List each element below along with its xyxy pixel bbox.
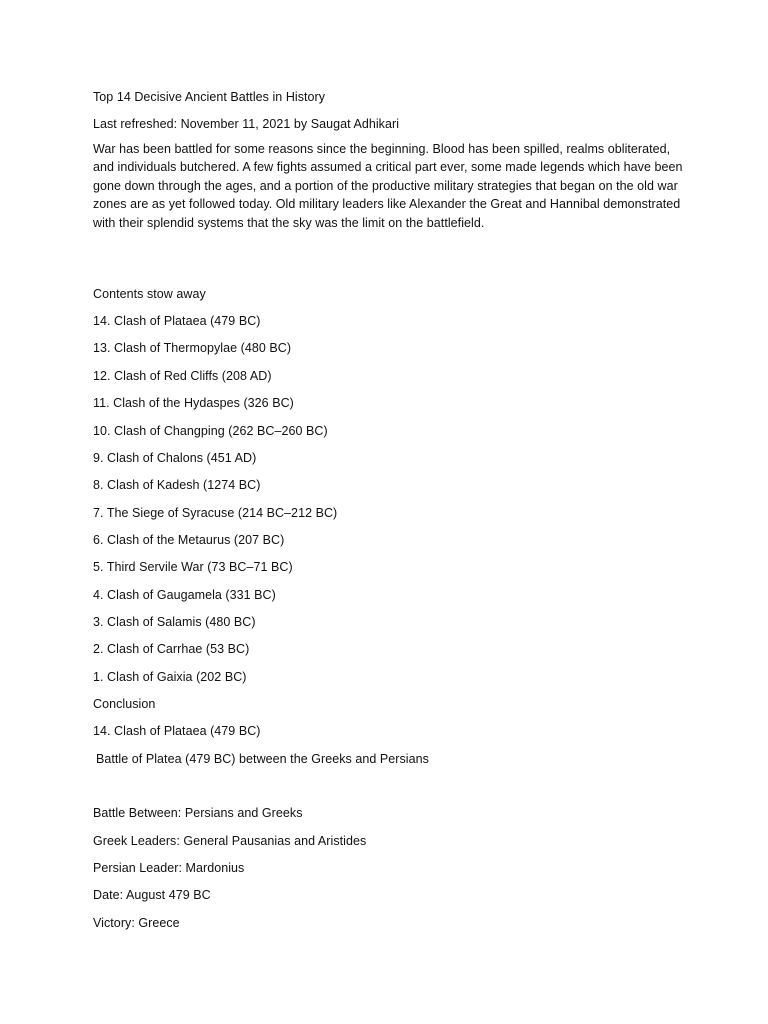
contents-item: 1. Clash of Gaixia (202 BC) [93, 670, 247, 684]
contents-item: 11. Clash of the Hydaspes (326 BC) [93, 396, 294, 410]
fact-line: Victory: Greece [93, 916, 180, 930]
intro-paragraph: War has been battled for some reasons since the beginning. Blood has been spilled, realms obliterated, and individuals butchered. A few fights assumed a critical part ever, some made legends which have been gone down through the ages, and a portion of the productive military strategies that began on the old war zones are as yet followed today. Old military leaders like Alexander the Great and Hannibal demonstrated with their splendid systems that the sky was the limit on the battlefield. [93, 142, 683, 230]
contents-item: 7. The Siege of Syracuse (214 BC–212 BC) [93, 506, 338, 520]
image-caption: Battle of Platea (479 BC) between the Greeks and Persians [96, 752, 429, 766]
contents-item: 14. Clash of Plataea (479 BC) [93, 314, 261, 328]
contents-item: 5. Third Servile War (73 BC–71 BC) [93, 560, 293, 574]
contents-item: Conclusion [93, 697, 156, 711]
contents-item: 13. Clash of Thermopylae (480 BC) [93, 341, 292, 355]
contents-item: 4. Clash of Gaugamela (331 BC) [93, 588, 276, 602]
fact-line: Date: August 479 BC [93, 888, 211, 902]
contents-item: 6. Clash of the Metaurus (207 BC) [93, 533, 285, 547]
contents-item: 3. Clash of Salamis (480 BC) [93, 615, 256, 629]
contents-item: 12. Clash of Red Cliffs (208 AD) [93, 369, 272, 383]
contents-item: 2. Clash of Carrhae (53 BC) [93, 642, 250, 656]
contents-item: 9. Clash of Chalons (451 AD) [93, 451, 257, 465]
section-heading: 14. Clash of Plataea (479 BC) [93, 724, 261, 738]
contents-heading: Contents stow away [93, 287, 206, 301]
contents-item: 8. Clash of Kadesh (1274 BC) [93, 478, 261, 492]
fact-line: Battle Between: Persians and Greeks [93, 806, 303, 820]
fact-line: Persian Leader: Mardonius [93, 861, 245, 875]
fact-line: Greek Leaders: General Pausanias and Aristides [93, 834, 367, 848]
document-title: Top 14 Decisive Ancient Battles in History [93, 90, 326, 104]
byline: Last refreshed: November 11, 2021 by Saugat Adhikari [93, 117, 400, 131]
contents-item: 10. Clash of Changping (262 BC–260 BC) [93, 424, 328, 438]
